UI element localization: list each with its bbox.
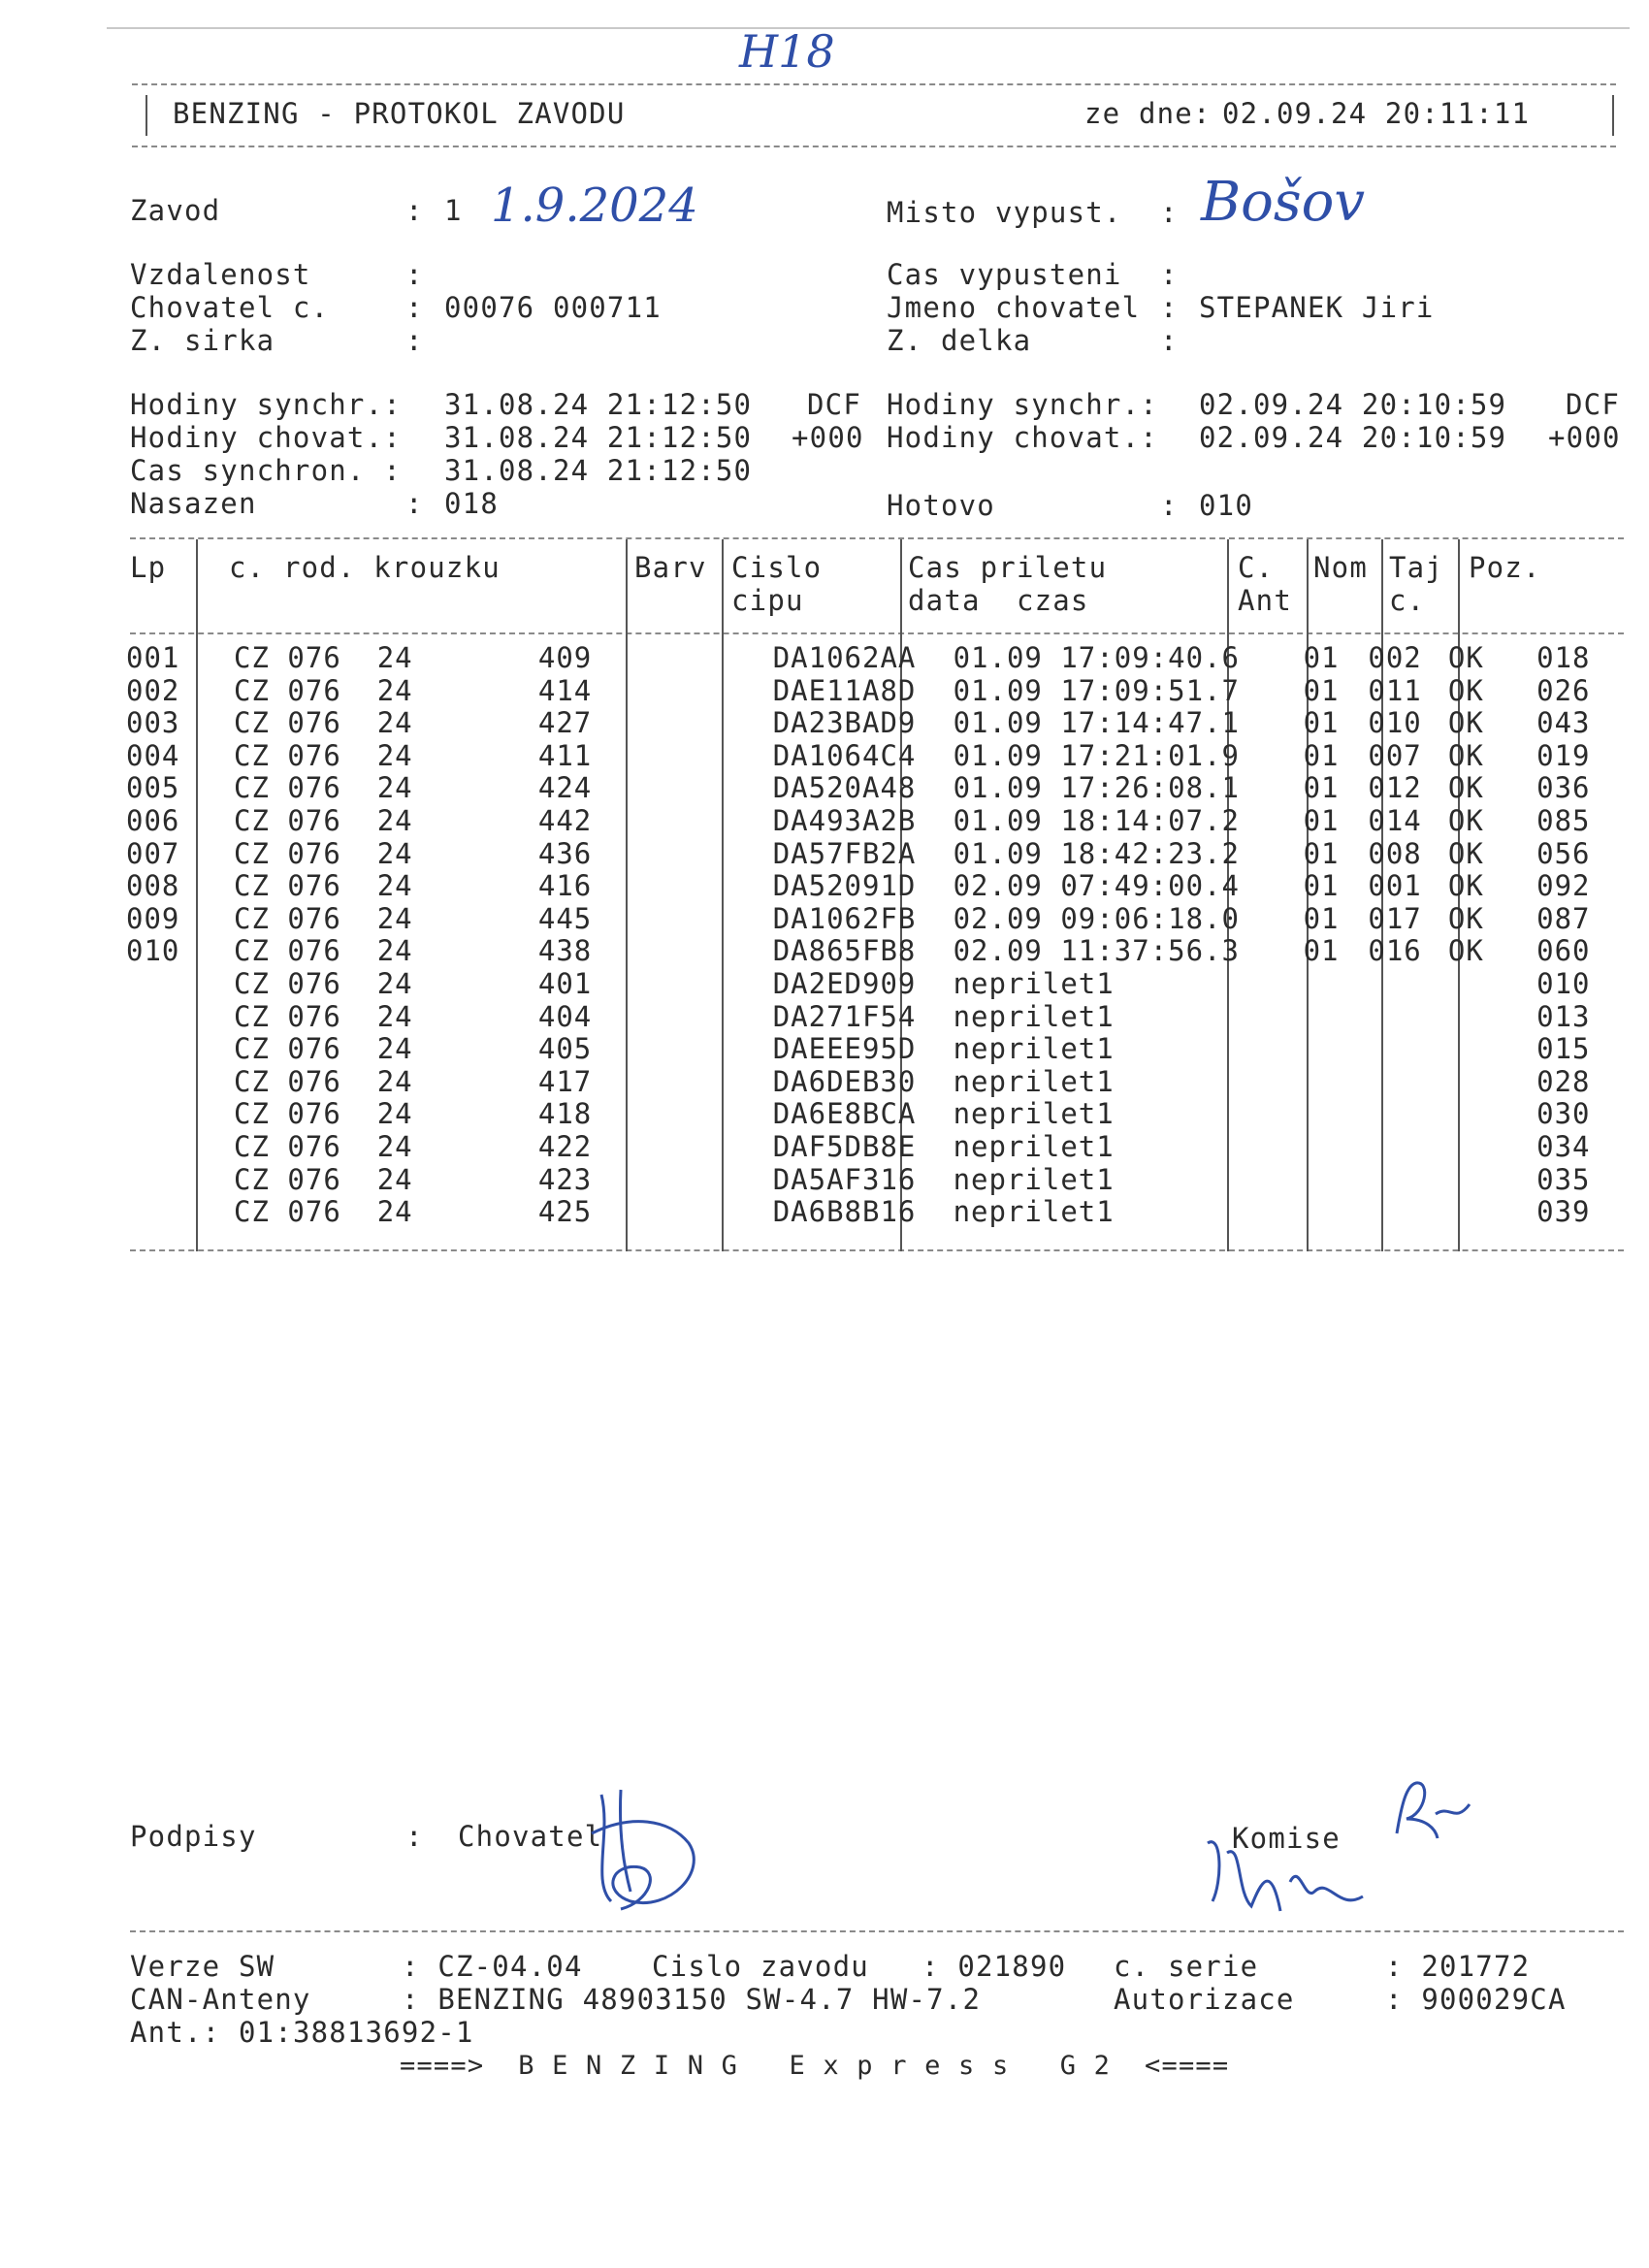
cell-taj: OK <box>1447 934 1484 968</box>
cell-lp <box>126 1196 193 1229</box>
results-table <box>126 642 1649 1229</box>
cell-lp: 003 <box>126 706 180 740</box>
race-number-label: Cislo zavodu <box>652 1950 869 1983</box>
table-row <box>126 740 1649 773</box>
col-header-chip-1: Cislo <box>731 551 823 584</box>
cell-ring: CZ 076 24 436 <box>234 836 593 870</box>
breeder-name-label: Jmeno chovatel <box>887 291 1141 324</box>
cell-poz: 087 <box>1536 901 1591 935</box>
table-row <box>126 1098 1649 1131</box>
clock-synchron-label: Cas synchron. : <box>130 454 420 487</box>
table-row <box>126 1196 1649 1229</box>
cell-lp <box>126 1098 193 1131</box>
table-row <box>126 838 1649 871</box>
race-label: Zavod <box>130 194 221 227</box>
cell-chip: DAEEE95D <box>772 1032 917 1066</box>
cell-nom <box>1362 1066 1442 1099</box>
clock-sync-left-label: Hodiny synchr.: <box>130 388 420 421</box>
cell-time: 01.09 17:09:51.7 <box>953 673 1240 707</box>
latitude-sep: : <box>405 324 424 357</box>
cell-barv <box>674 935 765 968</box>
cell-barv <box>674 805 765 838</box>
cell-nom <box>1362 1164 1442 1197</box>
header-left-border <box>146 95 147 136</box>
cell-barv <box>674 1098 765 1131</box>
cell-barv <box>674 1164 765 1197</box>
table-row <box>126 772 1649 805</box>
cell-chip: DA57FB2A <box>772 836 917 870</box>
commission-signature-label: Komise <box>1232 1822 1341 1855</box>
cell-time: 01.09 17:09:40.6 <box>953 641 1240 674</box>
cell-ring: CZ 076 24 438 <box>234 934 593 968</box>
cell-nom <box>1362 1196 1442 1229</box>
cell-barv <box>674 1001 765 1034</box>
clock-breeder-left-extra: +000 <box>792 421 864 454</box>
breeder-name-sep: : <box>1160 291 1179 324</box>
cell-taj: OK <box>1447 901 1484 935</box>
cell-lp: 004 <box>126 738 180 772</box>
distance-sep: : <box>405 258 424 291</box>
cell-time: 02.09 09:06:18.0 <box>953 901 1240 935</box>
cell-nom: 010 <box>1368 706 1422 740</box>
cell-ant <box>1280 1066 1363 1099</box>
cell-ring: CZ 076 24 417 <box>234 1064 593 1098</box>
table-row <box>126 870 1649 903</box>
clock-breeder-right-value: 02.09.24 20:10:59 <box>1199 421 1507 454</box>
signatures-sep: : <box>405 1820 424 1853</box>
table-row <box>126 935 1649 968</box>
cell-taj <box>1442 1066 1523 1099</box>
cell-ring: CZ 076 24 414 <box>234 673 593 707</box>
header-right-border <box>1612 95 1614 136</box>
table-bottom-border <box>130 1249 1624 1251</box>
cell-time: 02.09 11:37:56.3 <box>953 934 1240 968</box>
antenna-label: CAN-Anteny <box>130 1983 311 2016</box>
col-header-barv: Barv <box>634 551 707 584</box>
cell-ant <box>1280 1033 1363 1066</box>
finished-label: Hotovo <box>887 489 995 522</box>
cell-chip: DAF5DB8E <box>772 1129 917 1163</box>
cell-ring: CZ 076 24 411 <box>234 738 593 772</box>
cell-nom: 001 <box>1368 869 1422 903</box>
race-sep: : <box>405 194 424 227</box>
cell-ant <box>1280 1098 1363 1131</box>
cell-ant: 01 <box>1303 901 1340 935</box>
cell-taj <box>1442 1098 1523 1131</box>
cell-ring: CZ 076 24 445 <box>234 901 593 935</box>
cell-ant <box>1280 1196 1363 1229</box>
cell-chip: DA52091D <box>772 869 917 903</box>
top-edge-line <box>107 27 1630 29</box>
cell-barv <box>674 707 765 740</box>
cell-lp: 001 <box>126 641 180 674</box>
commission-signature-2 <box>1193 1824 1387 1940</box>
cell-ant <box>1280 968 1363 1001</box>
table-row <box>126 903 1649 936</box>
cell-ant: 01 <box>1303 771 1340 805</box>
cell-poz: 085 <box>1536 803 1591 837</box>
cell-lp <box>126 1164 193 1197</box>
cell-lp: 007 <box>126 836 180 870</box>
cell-poz: 013 <box>1536 999 1591 1033</box>
cell-nom: 016 <box>1368 934 1422 968</box>
cell-nom <box>1362 1033 1442 1066</box>
cell-ring: CZ 076 24 416 <box>234 869 593 903</box>
cell-time: neprilet1 <box>953 1195 1115 1229</box>
signatures-label: Podpisy <box>130 1820 257 1853</box>
cell-barv <box>674 740 765 773</box>
cell-taj: OK <box>1447 771 1484 805</box>
cell-nom: 012 <box>1368 771 1422 805</box>
cell-taj <box>1442 1196 1523 1229</box>
report-date-value: 02.09.24 20:11:11 <box>1222 97 1531 130</box>
cell-time: neprilet1 <box>953 999 1115 1033</box>
cell-barv <box>674 1131 765 1164</box>
cell-lp: 010 <box>126 934 180 968</box>
serial-label: c. serie <box>1114 1950 1259 1983</box>
cell-lp <box>126 1131 193 1164</box>
footer-top-border <box>130 1930 1624 1932</box>
table-row <box>126 1131 1649 1164</box>
cell-barv <box>674 903 765 936</box>
cell-taj: OK <box>1447 869 1484 903</box>
report-title: BENZING - PROTOKOL ZAVODU <box>173 97 626 130</box>
cell-taj <box>1442 1164 1523 1197</box>
header-bottom-border <box>132 146 1616 147</box>
cell-chip: DA2ED909 <box>772 966 917 1000</box>
authorization-label: Autorizace <box>1114 1983 1295 2016</box>
breeder-signature-label: Chovatel <box>458 1820 603 1853</box>
release-place-label: Misto vypust. <box>887 196 1122 229</box>
cell-poz: 028 <box>1536 1064 1591 1098</box>
cell-ring: CZ 076 24 424 <box>234 771 593 805</box>
cell-time: 02.09 07:49:00.4 <box>953 869 1240 903</box>
col-header-time-2: data czas <box>908 584 1089 617</box>
table-row <box>126 675 1649 708</box>
basketed-value: 018 <box>444 487 499 520</box>
results-table-body <box>126 642 1649 1229</box>
cell-time: neprilet1 <box>953 1129 1115 1163</box>
header-top-border <box>132 83 1616 85</box>
cell-ant: 01 <box>1303 934 1340 968</box>
clock-breeder-right-label: Hodiny chovat.: <box>887 421 1158 454</box>
cell-ring: CZ 076 24 409 <box>234 641 593 674</box>
commission-signature-1 <box>1377 1775 1484 1853</box>
cell-ring: CZ 076 24 418 <box>234 1097 593 1131</box>
finished-value: 010 <box>1199 489 1253 522</box>
authorization-value: : 900029CA <box>1385 1983 1567 2016</box>
col-header-ring: c. rod. krouzku <box>229 551 501 584</box>
cell-lp <box>126 1001 193 1034</box>
table-header-bottom-border <box>130 632 1624 634</box>
cell-nom <box>1362 968 1442 1001</box>
table-top-border <box>130 537 1624 539</box>
cell-nom: 011 <box>1368 673 1422 707</box>
table-row <box>126 642 1649 675</box>
latitude-label: Z. sirka <box>130 324 275 357</box>
longitude-sep: : <box>1160 324 1179 357</box>
sw-version-label: Verze SW <box>130 1950 275 1983</box>
cell-chip: DA6B8B16 <box>772 1195 917 1229</box>
race-number-value: : 021890 <box>922 1950 1067 1983</box>
table-row <box>126 1066 1649 1099</box>
cell-poz: 056 <box>1536 836 1591 870</box>
cell-taj: OK <box>1447 738 1484 772</box>
release-time-label: Cas vypusteni <box>887 258 1122 291</box>
cell-ring: CZ 076 24 425 <box>234 1195 593 1229</box>
cell-poz: 019 <box>1536 738 1591 772</box>
handwritten-release-place: Bošov <box>1201 171 1365 234</box>
distance-label: Vzdalenost <box>130 258 311 291</box>
clock-breeder-left-label: Hodiny chovat.: <box>130 421 420 454</box>
col-header-lp: Lp <box>130 551 167 584</box>
col-header-ant-2: Ant <box>1238 584 1292 617</box>
breeder-no-label: Chovatel c. <box>130 291 330 324</box>
serial-value: : 201772 <box>1385 1950 1531 1983</box>
col-header-chip-2: cipu <box>731 584 804 617</box>
table-row <box>126 805 1649 838</box>
release-place-sep: : <box>1160 196 1179 229</box>
cell-taj <box>1442 1131 1523 1164</box>
breeder-signature <box>572 1775 728 1921</box>
cell-chip: DAE11A8D <box>772 673 917 707</box>
handwritten-race-date: 1.9.2024 <box>491 178 698 233</box>
cell-poz: 092 <box>1536 869 1591 903</box>
cell-ring: CZ 076 24 405 <box>234 1032 593 1066</box>
cell-taj: OK <box>1447 706 1484 740</box>
cell-poz: 043 <box>1536 706 1591 740</box>
cell-poz: 018 <box>1536 641 1591 674</box>
cell-lp <box>126 968 193 1001</box>
col-header-nom: Nom <box>1313 551 1368 584</box>
cell-taj: OK <box>1447 836 1484 870</box>
cell-barv <box>674 870 765 903</box>
cell-ant: 01 <box>1303 738 1340 772</box>
brand-line: ====> B E N Z I N G E x p r e s s G 2 <==== <box>400 2051 1230 2081</box>
col-header-time-1: Cas priletu <box>908 551 1108 584</box>
cell-nom: 014 <box>1368 803 1422 837</box>
finished-sep: : <box>1160 489 1179 522</box>
cell-nom <box>1362 1098 1442 1131</box>
cell-barv <box>674 1033 765 1066</box>
cell-poz: 060 <box>1536 934 1591 968</box>
cell-ant: 01 <box>1303 869 1340 903</box>
cell-time: neprilet1 <box>953 1097 1115 1131</box>
cell-time: 01.09 18:42:23.2 <box>953 836 1240 870</box>
release-time-sep: : <box>1160 258 1179 291</box>
table-row <box>126 707 1649 740</box>
col-header-ant-1: C. <box>1238 551 1275 584</box>
race-value: 1 <box>444 194 463 227</box>
clock-sync-right-label: Hodiny synchr.: <box>887 388 1158 421</box>
cell-ring: CZ 076 24 427 <box>234 706 593 740</box>
cell-time: 01.09 17:14:47.1 <box>953 706 1240 740</box>
clock-sync-right-extra: DCF <box>1566 388 1620 421</box>
clock-sync-left-value: 31.08.24 21:12:50 <box>444 388 753 421</box>
col-header-taj-1: Taj <box>1389 551 1443 584</box>
cell-ant: 01 <box>1303 673 1340 707</box>
cell-time: neprilet1 <box>953 966 1115 1000</box>
sw-version-value: : CZ-04.04 <box>402 1950 583 1983</box>
handwritten-top-mark: H18 <box>739 25 835 78</box>
clock-sync-right-value: 02.09.24 20:10:59 <box>1199 388 1507 421</box>
cell-barv <box>674 642 765 675</box>
cell-ant <box>1280 1164 1363 1197</box>
cell-poz: 036 <box>1536 771 1591 805</box>
cell-ant: 01 <box>1303 641 1340 674</box>
table-row <box>126 1164 1649 1197</box>
breeder-name-value: STEPANEK Jiri <box>1199 291 1435 324</box>
cell-nom <box>1362 1131 1442 1164</box>
cell-barv <box>674 1196 765 1229</box>
clock-breeder-left-value: 31.08.24 21:12:50 <box>444 421 753 454</box>
cell-lp: 008 <box>126 869 180 903</box>
cell-taj <box>1442 1001 1523 1034</box>
ant-id: Ant.: 01:38813692-1 <box>130 2016 474 2049</box>
col-header-taj-2: c. <box>1389 584 1426 617</box>
cell-ant: 01 <box>1303 803 1340 837</box>
report-date-label: ze dne: <box>1084 97 1212 130</box>
cell-time: neprilet1 <box>953 1064 1115 1098</box>
cell-poz: 035 <box>1536 1162 1591 1196</box>
clock-synchron-value: 31.08.24 21:12:50 <box>444 454 753 487</box>
cell-ring: CZ 076 24 423 <box>234 1162 593 1196</box>
cell-poz: 039 <box>1536 1195 1591 1229</box>
cell-chip: DA23BAD9 <box>772 706 917 740</box>
cell-nom: 017 <box>1368 901 1422 935</box>
cell-nom <box>1362 1001 1442 1034</box>
cell-taj: OK <box>1447 803 1484 837</box>
cell-chip: DA493A2B <box>772 803 917 837</box>
cell-lp: 005 <box>126 771 180 805</box>
clock-sync-left-extra: DCF <box>807 388 861 421</box>
cell-time: neprilet1 <box>953 1032 1115 1066</box>
cell-ring: CZ 076 24 422 <box>234 1129 593 1163</box>
cell-poz: 030 <box>1536 1097 1591 1131</box>
cell-ant: 01 <box>1303 706 1340 740</box>
cell-taj: OK <box>1447 641 1484 674</box>
cell-taj <box>1442 968 1523 1001</box>
cell-poz: 010 <box>1536 966 1591 1000</box>
cell-time: 01.09 17:26:08.1 <box>953 771 1240 805</box>
cell-chip: DA865FB8 <box>772 934 917 968</box>
table-row <box>126 968 1649 1001</box>
cell-taj: OK <box>1447 673 1484 707</box>
cell-chip: DA6E8BCA <box>772 1097 917 1131</box>
antenna-value: : BENZING 48903150 SW-4.7 HW-7.2 <box>402 1983 982 2016</box>
cell-poz: 015 <box>1536 1032 1591 1066</box>
clock-breeder-right-extra: +000 <box>1548 421 1621 454</box>
col-header-poz: Poz. <box>1469 551 1541 584</box>
cell-chip: DA1062AA <box>772 641 917 674</box>
cell-poz: 034 <box>1536 1129 1591 1163</box>
cell-lp: 006 <box>126 803 180 837</box>
cell-nom: 007 <box>1368 738 1422 772</box>
cell-chip: DA1062FB <box>772 901 917 935</box>
breeder-no-value: 00076 000711 <box>444 291 662 324</box>
cell-barv <box>674 968 765 1001</box>
table-row <box>126 1001 1649 1034</box>
cell-ant: 01 <box>1303 836 1340 870</box>
cell-time: neprilet1 <box>953 1162 1115 1196</box>
cell-taj <box>1442 1033 1523 1066</box>
cell-time: 01.09 17:21:01.9 <box>953 738 1240 772</box>
cell-time: 01.09 18:14:07.2 <box>953 803 1240 837</box>
basketed-label: Nasazen <box>130 487 257 520</box>
cell-ring: CZ 076 24 404 <box>234 999 593 1033</box>
cell-nom: 008 <box>1368 836 1422 870</box>
cell-barv <box>674 772 765 805</box>
longitude-label: Z. delka <box>887 324 1032 357</box>
cell-chip: DA520A48 <box>772 771 917 805</box>
cell-chip: DA1064C4 <box>772 738 917 772</box>
cell-chip: DA271F54 <box>772 999 917 1033</box>
cell-ring: CZ 076 24 401 <box>234 966 593 1000</box>
basketed-sep: : <box>405 487 424 520</box>
cell-poz: 026 <box>1536 673 1591 707</box>
cell-barv <box>674 1066 765 1099</box>
cell-ring: CZ 076 24 442 <box>234 803 593 837</box>
cell-lp <box>126 1066 193 1099</box>
cell-lp: 009 <box>126 901 180 935</box>
cell-ant <box>1280 1001 1363 1034</box>
breeder-no-sep: : <box>405 291 424 324</box>
cell-nom: 002 <box>1368 641 1422 674</box>
cell-chip: DA6DEB30 <box>772 1064 917 1098</box>
cell-ant <box>1280 1131 1363 1164</box>
cell-chip: DA5AF316 <box>772 1162 917 1196</box>
cell-lp <box>126 1033 193 1066</box>
cell-lp: 002 <box>126 673 180 707</box>
table-row <box>126 1033 1649 1066</box>
cell-barv <box>674 675 765 708</box>
cell-barv <box>674 838 765 871</box>
